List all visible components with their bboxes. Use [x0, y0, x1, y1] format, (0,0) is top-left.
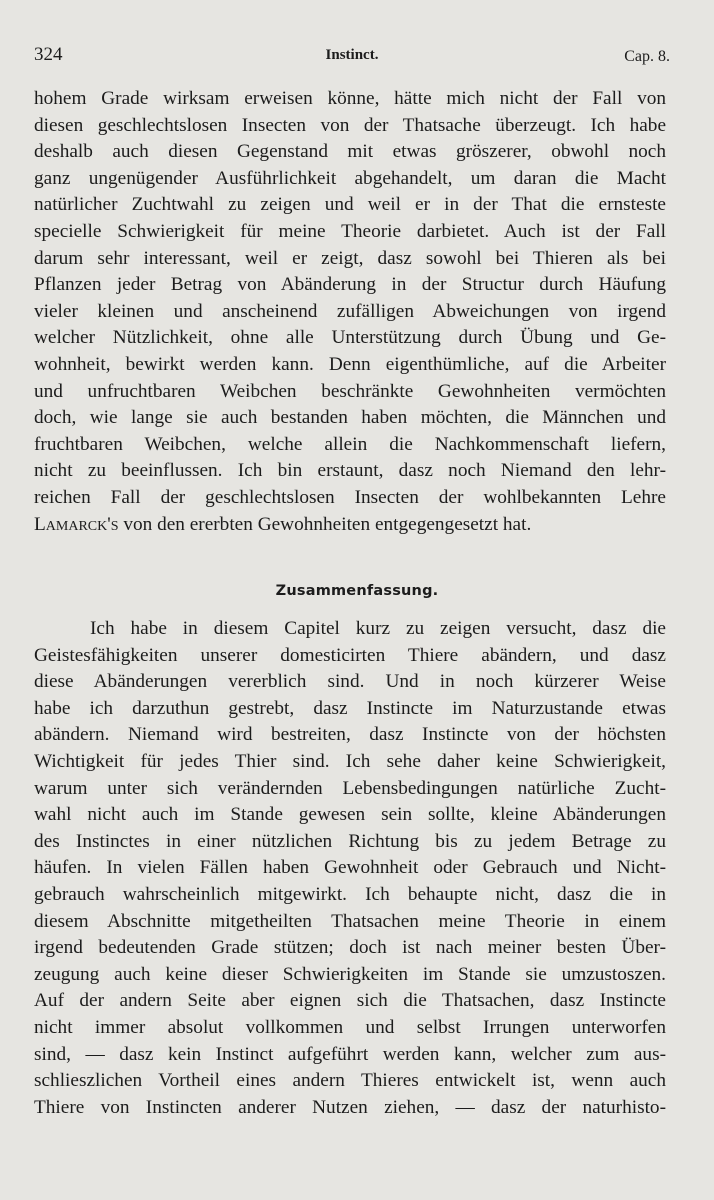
text-line: darum sehr interessant, weil er zeigt, dasz sowohl bei Thieren als bei: [34, 247, 666, 269]
text-line: specielle Schwierigkeit für meine Theorie darbietet. Auch ist der Fall: [34, 220, 666, 242]
section-heading: Zusammenfassung.: [275, 583, 439, 599]
running-title: Instinct.: [325, 47, 379, 63]
text-line: wahl nicht auch im Stande gewesen sein sollte, kleine Abänderungen: [34, 804, 666, 826]
text-line: nicht zu beeinflussen. Ich bin erstaunt, dasz noch Niemand den lehr-: [34, 460, 666, 482]
text-line: schlieszlichen Vortheil eines andern Thieres entwickelt ist, wenn auch: [34, 1070, 666, 1092]
text-line: irgend bedeutenden Grade stützen; doch ist nach meiner besten Über-: [34, 937, 666, 959]
text-line: vieler kleinen und anscheinend zufälligen Abweichungen von irgend: [34, 300, 666, 322]
text-line: nicht immer absolut vollkommen und selbst Irrungen unterworfen: [34, 1016, 666, 1038]
text-line: deshalb auch diesen Gegenstand mit etwas gröszerer, obwohl noch: [34, 141, 666, 163]
paragraph-1: [34, 86, 666, 538]
page-header: [34, 44, 670, 70]
page-number: 324: [34, 44, 63, 65]
text-line: diesem Abschnitte mitgetheilten Thatsachen meine Theorie in einem: [34, 910, 666, 932]
text-line: Ich habe in diesem Capitel kurz zu zeigen versucht, dasz die: [90, 618, 666, 639]
text-line: sind, — dasz kein Instinct aufgeführt werden kann, welcher zum aus-: [34, 1043, 666, 1065]
text-line: hohem Grade wirksam erweisen könne, hätte mich nicht der Fall von: [34, 88, 666, 109]
text-line: diesen geschlechtslosen Insecten von der Thatsache überzeugt. Ich habe: [34, 114, 666, 136]
text-line: häufen. In vielen Fällen haben Gewohnheit oder Gebrauch und Nicht-: [34, 857, 666, 879]
text-line: abändern. Niemand wird bestreiten, dasz Instincte von der höchsten: [34, 724, 666, 746]
text-line: ganz ungenügender Ausführlichkeit abgehandelt, um daran die Macht: [34, 167, 666, 189]
text-line: Thiere von Instincten anderer Nutzen ziehen, — dasz der naturhisto-: [34, 1096, 666, 1118]
text-line: doch, wie lange sie auch bestanden haben möchten, die Männchen und: [34, 407, 666, 429]
text-line: natürlicher Zuchtwahl zu zeigen und weil er in der That die ernsteste: [34, 194, 666, 216]
text-line: reichen Fall der geschlechtslosen Insecten der wohlbekannten Lehre: [34, 486, 666, 508]
text-line: diese Abänderungen vererblich sind. Und in noch kürzerer Weise: [34, 671, 666, 693]
text-line: und unfruchtbaren Weibchen beschränkte Gewohnheiten vermöchten: [34, 380, 666, 402]
text-line: [34, 512, 666, 539]
text-line: Wichtigkeit für jedes Thier sind. Ich sehe daher keine Schwierigkeit,: [34, 750, 666, 772]
text-fragment: von den ererbten Gewohnheiten entgegengesetzt hat.: [118, 513, 532, 535]
text-line: zeugung auch keine dieser Schwierigkeiten im Stande sie umzustoszen.: [34, 963, 666, 985]
text-line: warum unter sich verändernden Lebensbedingungen natürliche Zucht-: [34, 777, 666, 799]
text-line: Geistesfähigkeiten unserer domesticirten Thiere abändern, und dasz: [34, 644, 666, 666]
author-name: Lamarck's: [34, 513, 119, 535]
text-line: wohnheit, bewirkt werden kann. Denn eigenthümliche, auf die Arbeiter: [34, 353, 666, 375]
text-line: Pflanzen jeder Betrag von Abänderung in der Structur durch Häufung: [34, 274, 666, 296]
text-line: des Instinctes in einer nützlichen Richtung bis zu jedem Betrage zu: [34, 830, 666, 852]
text-line: Auf der andern Seite aber eignen sich die Thatsachen, dasz Instincte: [34, 990, 666, 1012]
paragraph-2: [34, 616, 666, 1121]
chapter-label: Cap. 8.: [624, 48, 670, 65]
text-line: fruchtbaren Weibchen, welche allein die Nachkommenschaft liefern,: [34, 433, 666, 455]
text-line: habe ich darzuthun gestrebt, dasz Instincte im Naturzustande etwas: [34, 697, 666, 719]
text-line: gebrauch wahrscheinlich mitgewirkt. Ich behaupte nicht, dasz die in: [34, 883, 666, 905]
text-line: welcher Nützlichkeit, ohne alle Unterstützung durch Übung und Ge-: [34, 327, 666, 349]
